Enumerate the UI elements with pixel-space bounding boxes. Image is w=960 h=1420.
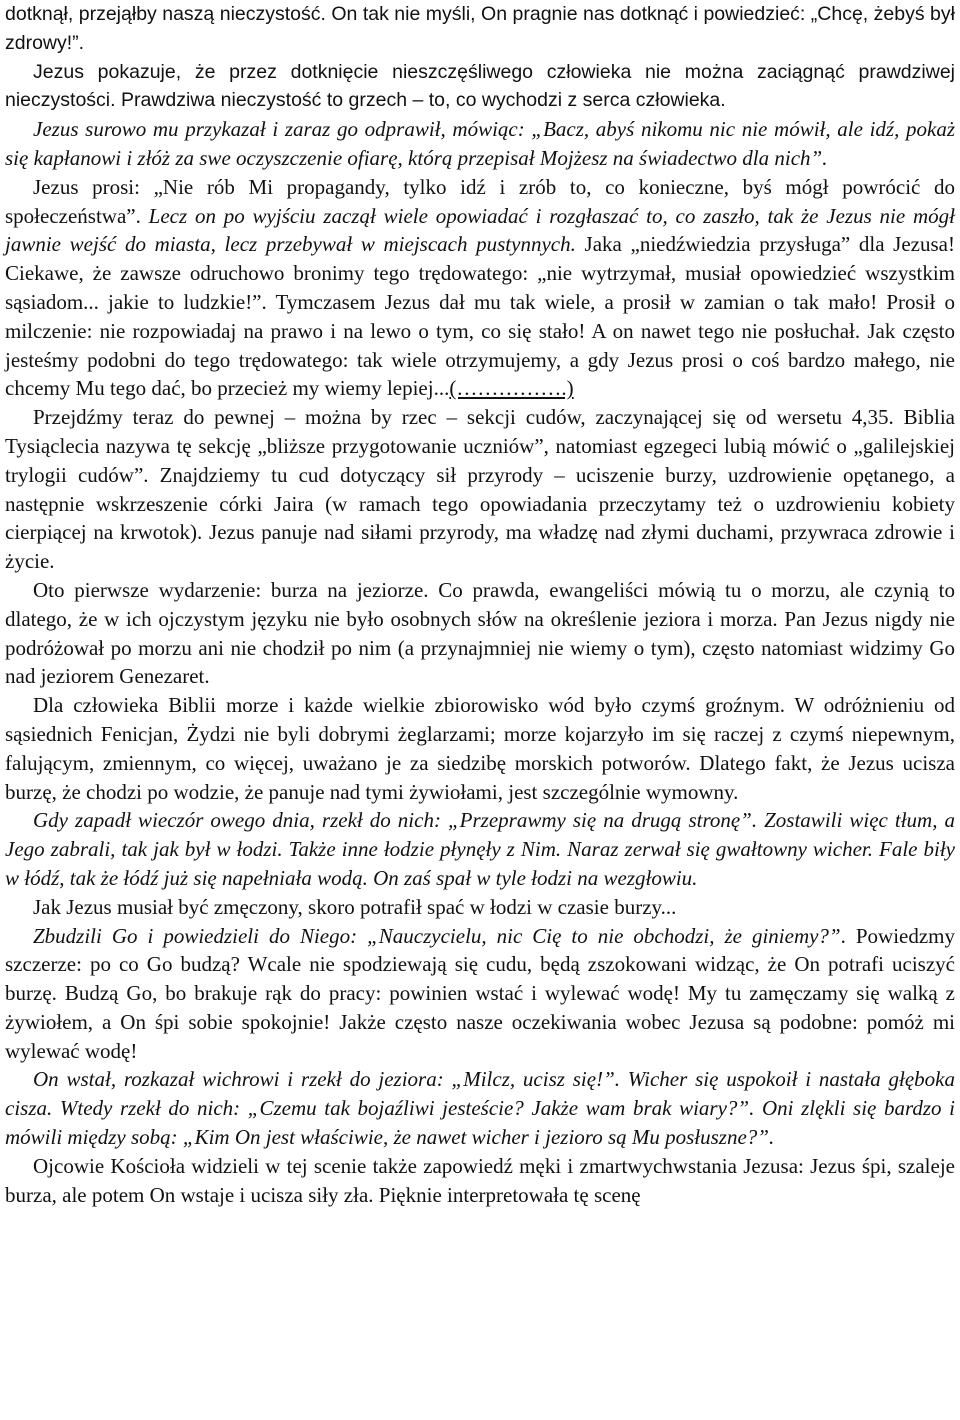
paragraph-jesus-tired <box>5 893 955 922</box>
bible-quote-crossing <box>5 806 955 892</box>
paragraph-text: Oto pierwsze wydarzenie: burza na jeziorze. Co prawda, ewangeliści mówią tu o morzu, ale czynią to dlatego, że w ich ojczystym języku nie było osobnych słów na określenie jeziora i morza. Pan Jezus nigdy nie podróżował po morzu ani nie chodził po nim (a przynajmniej nie wiemy o tym), często natomiast widzimy Go nad jeziorem Genezaret. <box>5 577 955 689</box>
quote-text: Lecz on po wyjściu zaczął wiele opowiadać i rozgłaszać to, co zaszło, tak że Jezus nie mógł jawnie wejść do miasta, lecz przebywał w miejscach pustynnych. <box>5 203 955 257</box>
paragraph-continuation <box>5 0 955 58</box>
paragraph-propaganda <box>5 173 955 403</box>
paragraph-text: dotknął, przejąłby naszą nieczystość. On tak nie myśli, On pragnie nas dotknąć i powiedzieć: „Chcę, żebyś był zdrowy!”. <box>5 3 955 54</box>
quote-text: On wstał, rozkazał wichrowi i rzekł do jeziora: „Milcz, ucisz się!”. Wicher się uspokoił i nastała głęboka cisza. Wtedy rzekł do nich: „Czemu tak bojaźliwi jesteście? Jakże wam brak wiary?”. Oni zlękli się bardzo i mówili między sobą: „Kim On jest właściwie, że nawet wicher i jezioro są Mu posłuszne?”. <box>5 1067 955 1150</box>
paragraph-storm-intro <box>5 576 955 691</box>
paragraph-text: Ojcowie Kościoła widzieli w tej scenie także zapowiedź męki i zmartwychwstania Jezusa: Jezus śpi, szaleje burza, ale potem On wstaje i ucisza siły zła. Pięknie interpretowała tę scenę <box>5 1153 955 1207</box>
paragraph-text: Jak Jezus musiał być zmęczony, skoro potrafił spać w łodzi w czasie burzy... <box>33 894 677 919</box>
quote-text: Gdy zapadł wieczór owego dnia, rzekł do nich: „Przeprawmy się na drugą stronę”. Zostawili więc tłum, a Jego zabrali, tak jak był w łodzi. Także inne łodzie płynęły z Nim. Naraz zerwał się gwałtowny wicher. Fale biły w łódź, tak że łódź już się napełniała wodą. On zaś spał w tyle łodzi na wezgłowiu. <box>5 808 955 890</box>
paragraph-text: Przejdźmy teraz do pewnej – można by rzec – sekcji cudów, zaczynającej się od wersetu 4,35. Biblia Tysiąclecia nazywa tę sekcję „bliższe przygotowanie uczniów”, natomiast egzegeci lubią mówić o „galilejskiej trylogii cudów”. Znajdziemy tu cud dotyczący sił przyrody – uciszenie burzy, uzdrowienie opętanego, a następnie wskrzeszenie córki Jaira (w ramach tego opowiadania przeczytamy też o uzdrowieniu kobiety cierpiącej na krwotok). Jezus panuje nad siłami przyrody, ma władzę nad złymi duchami, przywraca zdrowie i życie. <box>5 405 955 574</box>
paragraph-text: . Powiedzmy szczerze: po co Go budzą? Wcale nie spodziewają się cudu, będą zszokowani widząc, że On potrafi uciszyć burzę. Budzą Go, bo brakuje rąk do pracy: powinien wstać i wylewać wodę! My tu zamęczamy się walką z żywiołem, a On śpi sobie spokojnie! Jakże często nasze oczekiwania wobec Jezusa są podobne: pomóż mi wylewać wodę! <box>5 923 956 1063</box>
document-page <box>5 0 955 1209</box>
paragraph-miracles-section <box>5 403 955 576</box>
omission-marker: (…………….) <box>449 376 574 401</box>
paragraph-text: Jezus prosi: „Nie rób Mi propagandy, tylko idź i zrób to, co konieczne, byś mógł powrócić do społeczeństwa”. <box>5 174 955 228</box>
paragraph-text: Jezus pokazuje, że przez dotknięcie nieszczęśliwego człowieka nie można zaciągnąć prawdziwej nieczystości. Prawdziwa nieczystość to grzech – to, co wychodzi z serca człowieka. <box>5 60 955 112</box>
paragraph-church-fathers <box>5 1152 955 1210</box>
paragraph-text: Dla człowieka Biblii morze i każde wielkie zbiorowisko wód było czymś groźnym. W odróżnieniu od sąsiednich Fenicjan, Żydzi nie byli dobrymi żeglarzami; morze kojarzyło im się raczej z czymś niepewnym, falującym, zmiennym, co więcej, uważano je za siedzibę morskich potworów. Dlatego fakt, że Jezus ucisza burzę, że chodzi po wodzie, że panuje nad tymi żywiołami, jest szczególnie wymowny. <box>5 693 955 804</box>
quote-text: Jezus surowo mu przykazał i zaraz go odprawił, mówiąc: „Bacz, abyś nikomu nic nie mówił, ale idź, pokaż się kapłanowi i złóż za swe oczyszczenie ofiarę, którą przepisał Mojżesz na świadectwo dla nich”. <box>5 117 955 170</box>
paragraph-text: Jaka „niedźwiedzia przysługa” dla Jezusa! Ciekawe, że zawsze odruchowo bronimy tego trędowatego: „nie wytrzymał, musiał opowiedzieć wszystkim sąsiadom... jakie to ludzkie!”. Tymczasem Jezus dał mu tak wiele, a prosił w zamian o tak mało! Prosił o milczenie: nie rozpowiadaj na prawo i na lewo o tym, co się stało! A on nawet tego nie posłuchał. Jak często jesteśmy podobni do tego trędowatego: tak wiele otrzymujemy, a gdy Jezus prosi o coś bardzo małego, nie chcemy Mu tego dać, bo przecież my wiemy lepiej... <box>5 232 955 401</box>
paragraph-uncleanliness <box>5 58 955 116</box>
bible-quote-calming <box>5 1065 955 1151</box>
quote-text: Zbudzili Go i powiedzieli do Niego: „Nauczycielu, nic Cię to nie obchodzi, że giniemy?” <box>33 923 841 948</box>
paragraph-sea-meaning <box>5 691 955 806</box>
bible-quote-command <box>5 115 955 173</box>
paragraph-waking-jesus <box>5 922 955 1066</box>
